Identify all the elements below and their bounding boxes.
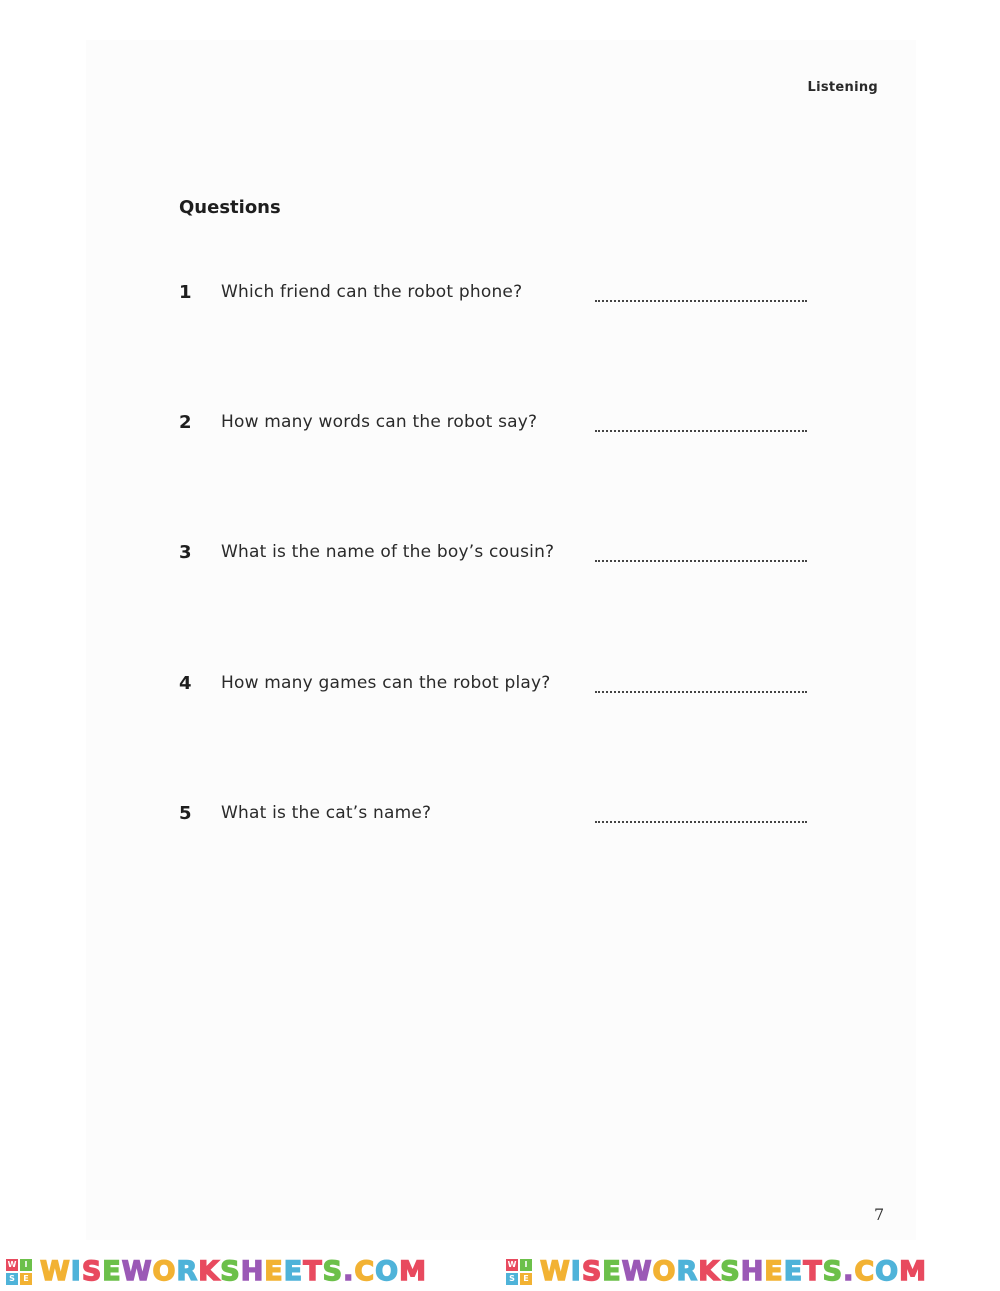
section-label: Listening: [807, 80, 878, 95]
watermark-letter: S: [720, 1256, 741, 1287]
watermark-letter: R: [676, 1256, 699, 1287]
watermark-letter: K: [198, 1256, 221, 1287]
question-item: [179, 282, 819, 312]
watermark-letter: E: [264, 1256, 284, 1287]
watermark-letter: H: [740, 1256, 765, 1287]
watermark-letter: S: [322, 1256, 344, 1287]
watermark-letter: C: [354, 1256, 376, 1287]
question-item: [179, 412, 819, 442]
watermark-letter: M: [899, 1256, 927, 1287]
watermark-letter: O: [375, 1256, 400, 1287]
watermark-text: [540, 1256, 927, 1287]
watermark-letter: S: [220, 1256, 241, 1287]
wise-logo-icon: W I S E: [6, 1259, 32, 1285]
question-number: 2: [179, 412, 192, 433]
answer-line[interactable]: [595, 300, 807, 302]
watermark-letter: I: [70, 1256, 82, 1287]
watermark-unit: [0, 1252, 500, 1291]
watermark-letter: R: [176, 1256, 199, 1287]
page-number: 7: [874, 1205, 885, 1224]
question-item: [179, 542, 819, 572]
watermark-letter: M: [399, 1256, 427, 1287]
watermark-letter: E: [783, 1256, 804, 1287]
answer-line[interactable]: [595, 691, 807, 693]
watermark-letter: E: [283, 1256, 304, 1287]
watermark-letter: W: [540, 1256, 571, 1287]
worksheet-page: [86, 40, 916, 1240]
watermark-letter: E: [602, 1256, 622, 1287]
answer-line[interactable]: [595, 821, 807, 823]
question-text: What is the cat’s name?: [221, 803, 432, 823]
watermark-letter: O: [875, 1256, 900, 1287]
question-number: 4: [179, 673, 192, 694]
watermark-letter: O: [152, 1256, 177, 1287]
watermark-letter: T: [803, 1256, 823, 1287]
wise-logo-icon: W I S E: [506, 1259, 532, 1285]
watermark-letter: H: [240, 1256, 265, 1287]
question-number: 1: [179, 282, 192, 303]
watermark-banner: [0, 1252, 1000, 1291]
question-number: 3: [179, 542, 192, 563]
watermark-letter: E: [102, 1256, 122, 1287]
watermark-letter: S: [822, 1256, 844, 1287]
watermark-unit: [500, 1252, 1000, 1291]
watermark-letter: W: [121, 1256, 153, 1287]
question-item: [179, 673, 819, 703]
watermark-letter: W: [40, 1256, 71, 1287]
watermark-letter: O: [652, 1256, 677, 1287]
watermark-letter: S: [81, 1256, 103, 1287]
question-text: How many words can the robot say?: [221, 412, 538, 432]
watermark-letter: T: [303, 1256, 323, 1287]
watermark-letter: K: [698, 1256, 721, 1287]
answer-line[interactable]: [595, 430, 807, 432]
watermark-letter: .: [343, 1256, 355, 1287]
watermark-letter: E: [764, 1256, 784, 1287]
question-number: 5: [179, 803, 192, 824]
watermark-letter: I: [570, 1256, 582, 1287]
watermark-letter: S: [581, 1256, 603, 1287]
question-text: Which friend can the robot phone?: [221, 282, 523, 302]
question-text: How many games can the robot play?: [221, 673, 551, 693]
answer-line[interactable]: [595, 560, 807, 562]
watermark-letter: .: [843, 1256, 855, 1287]
watermark-letter: W: [621, 1256, 653, 1287]
question-item: [179, 803, 819, 833]
watermark-letter: C: [854, 1256, 876, 1287]
questions-heading: Questions: [179, 197, 281, 218]
question-text: What is the name of the boy’s cousin?: [221, 542, 555, 562]
watermark-text: [40, 1256, 427, 1287]
